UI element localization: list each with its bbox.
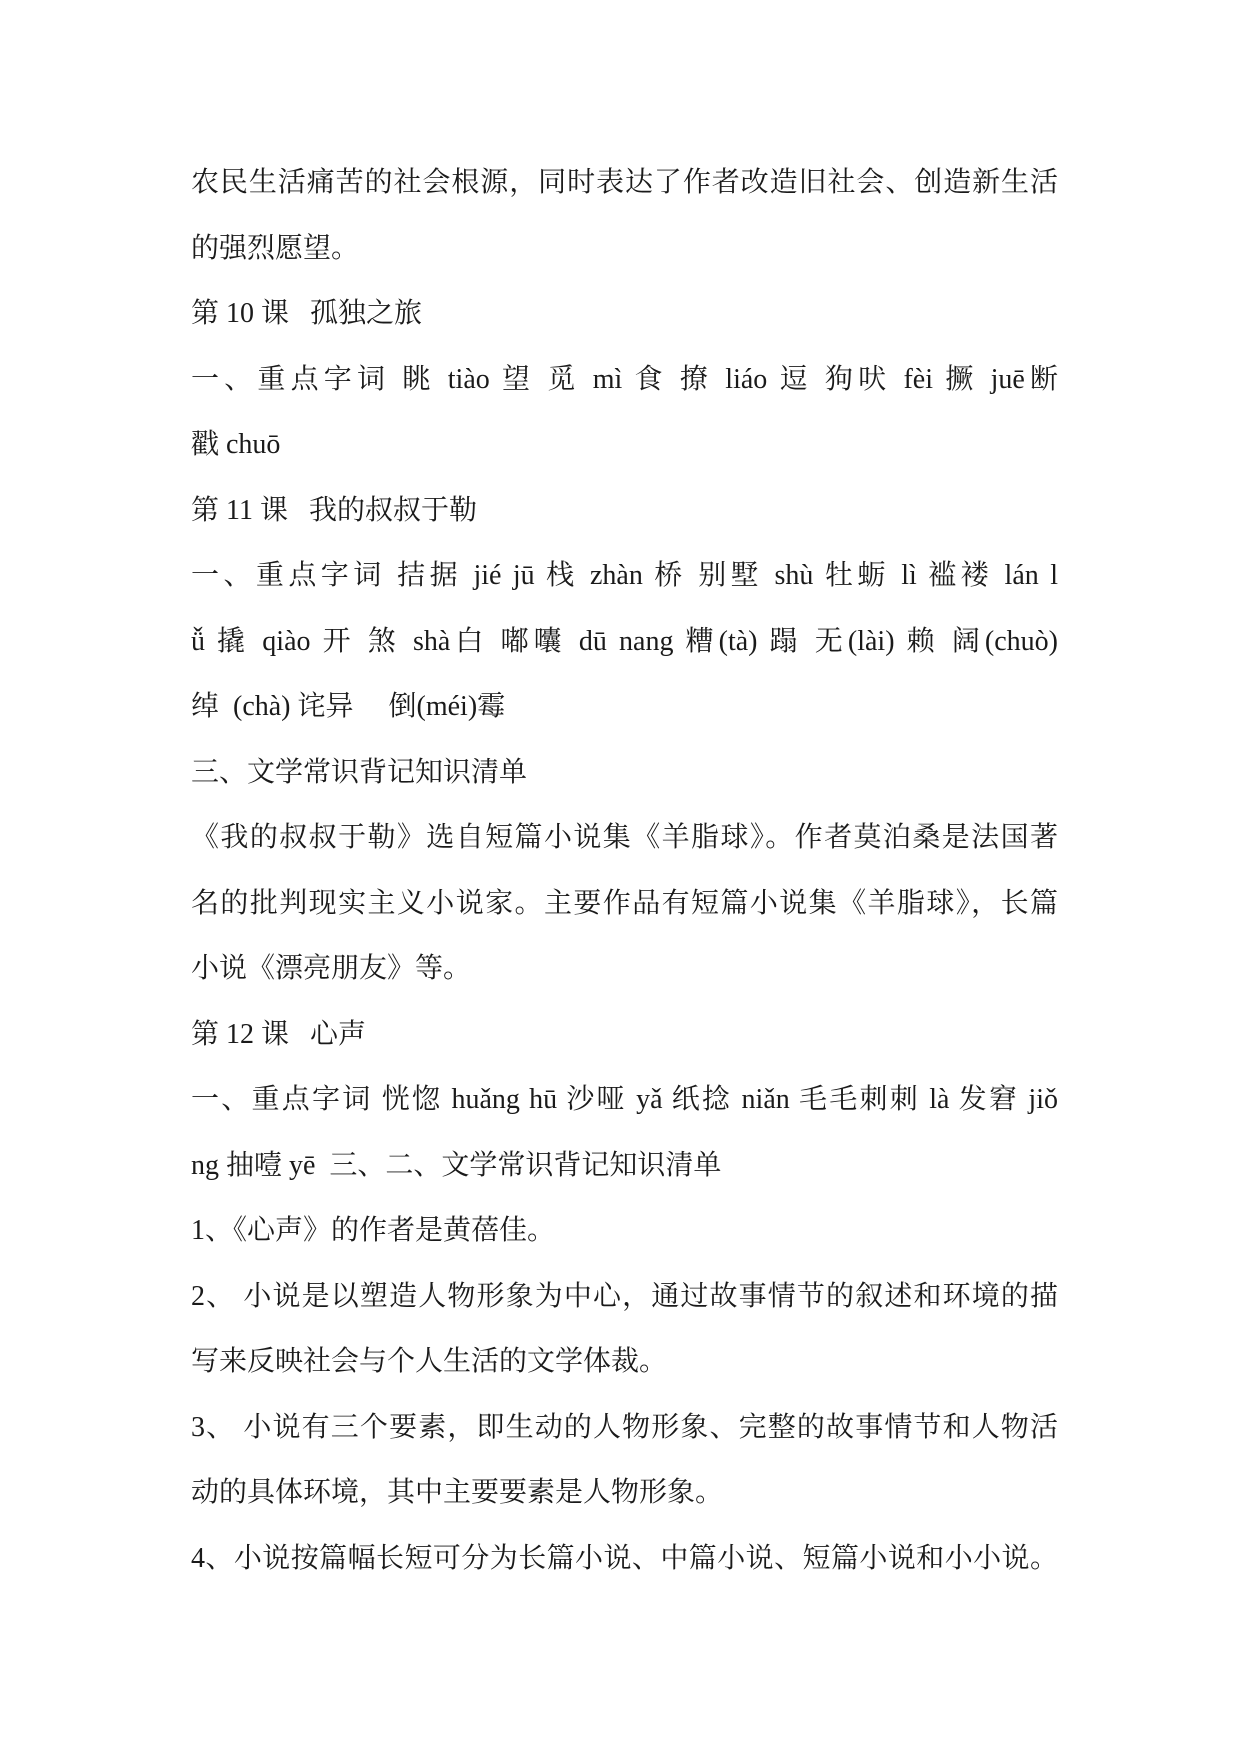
paragraph-line: 名的批判现实主义小说家。主要作品有短篇小说集《羊脂球》，长篇 xyxy=(191,887,1058,919)
list-item: 3、 小说有三个要素，即生动的人物形象、完整的故事情节和人物活 xyxy=(191,1411,1058,1443)
paragraph-line: 农民生活痛苦的社会根源，同时表达了作者改造旧社会、创造新生活 xyxy=(191,167,1058,198)
lesson-heading: 第 11 课 我的叔叔于勒 xyxy=(191,494,477,526)
vocabulary-line: ng 抽噎 yē 三、二、文学常识背记知识清单 xyxy=(191,1149,722,1181)
document-body xyxy=(191,150,1058,1591)
list-item: 1、《心声》的作者是黄蓓佳。 xyxy=(191,1215,556,1246)
lesson-heading: 第 12 课 心声 xyxy=(191,1018,367,1050)
vocabulary-line: 一、重点字词 眺 tiào 望 觅 mì 食 撩 liáo 逗 狗吠 fèi 撅 juē断 xyxy=(191,363,1058,395)
vocabulary-line: 绰 (chà) 诧异 倒(méi)霉 xyxy=(191,691,506,722)
list-item-continuation: 动的具体环境，其中主要要素是人物形象。 xyxy=(191,1477,724,1508)
list-item: 2、 小说是以塑造人物形象为中心，通过故事情节的叙述和环境的描 xyxy=(191,1280,1058,1312)
vocabulary-line: ǚ 撬 qiào 开 煞 shà白 嘟囔 dū nang 糟(tà) 蹋 无(lài) 赖 阔(chuò) xyxy=(191,625,1058,657)
vocabulary-line: 戳 chuō xyxy=(191,429,281,460)
paragraph-line: 《我的叔叔于勒》选自短篇小说集《羊脂球》。作者莫泊桑是法国著 xyxy=(191,822,1058,853)
paragraph-line: 小说《漂亮朋友》等。 xyxy=(191,953,472,984)
vocabulary-line: 一、重点字词 拮据 jié jū 栈 zhàn 桥 别墅 shù 牡蛎 lì 褴褛 lán l xyxy=(191,560,1058,591)
vocabulary-line: 一、重点字词 恍惚 huǎng hū 沙哑 yǎ 纸捻 niǎn 毛毛刺刺 là 发窘 jiǒ xyxy=(191,1084,1058,1115)
paragraph-line: 的强烈愿望。 xyxy=(191,232,360,264)
list-item-continuation: 写来反映社会与个人生活的文学体裁。 xyxy=(191,1346,668,1377)
lesson-heading: 第 10 课 孤独之旅 xyxy=(191,298,423,329)
section-heading: 三、文学常识背记知识清单 xyxy=(191,756,528,788)
list-item: 4、小说按篇幅长短可分为长篇小说、中篇小说、短篇小说和小小说。 xyxy=(191,1542,1058,1574)
